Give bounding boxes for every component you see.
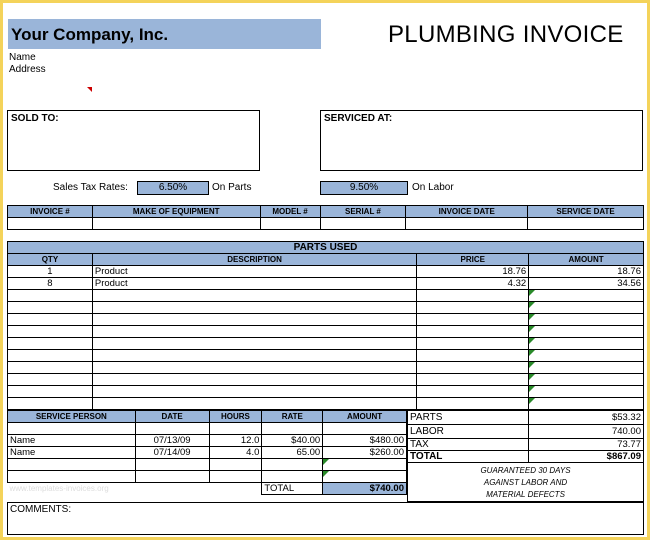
description-cell[interactable]: [92, 386, 416, 398]
on-parts-label: On Parts: [212, 182, 252, 193]
table-row: [8, 435, 407, 447]
qty-cell[interactable]: [8, 338, 93, 350]
summary-tax-value: 73.77: [529, 439, 644, 451]
price-cell[interactable]: [417, 362, 529, 374]
description-cell[interactable]: Product: [92, 278, 416, 290]
parts-used-title: PARTS USED: [8, 242, 644, 254]
summary-total-row: [408, 451, 644, 463]
on-labor-label: On Labor: [412, 182, 454, 193]
table-row: [8, 278, 644, 290]
col-serial-number: SERIAL #: [320, 206, 406, 218]
person-cell[interactable]: Name: [8, 447, 136, 459]
make-of-equipment-cell[interactable]: [92, 218, 260, 230]
serial-number-cell[interactable]: [320, 218, 406, 230]
company-name[interactable]: Your Company, Inc.: [8, 19, 321, 49]
amount-cell[interactable]: 18.76: [529, 266, 644, 278]
summary-labor-row: [408, 425, 644, 439]
amount-cell[interactable]: [529, 338, 644, 350]
address-field[interactable]: Address: [9, 64, 46, 75]
hours-cell[interactable]: [209, 423, 262, 435]
labor-table: [7, 410, 407, 495]
table-row: [8, 326, 644, 338]
qty-cell[interactable]: [8, 350, 93, 362]
rate-cell[interactable]: [262, 423, 323, 435]
description-cell[interactable]: [92, 362, 416, 374]
rate-cell[interactable]: 65.00: [262, 447, 323, 459]
price-cell[interactable]: [417, 302, 529, 314]
table-row: [8, 386, 644, 398]
equipment-info-table: [7, 205, 644, 230]
price-cell[interactable]: 18.76: [417, 266, 529, 278]
guarantee-box: [407, 462, 644, 502]
summary-total-value: $867.09: [529, 451, 644, 463]
date-cell[interactable]: 07/14/09: [135, 447, 209, 459]
qty-cell[interactable]: [8, 386, 93, 398]
labor-total-label: TOTAL: [262, 483, 323, 495]
summary-parts-row: [408, 411, 644, 425]
description-cell[interactable]: [92, 350, 416, 362]
watermark: www.templates-invoices.org: [9, 484, 109, 494]
hours-cell[interactable]: [209, 459, 262, 471]
amount-cell[interactable]: [529, 362, 644, 374]
col-labor-amount: AMOUNT: [323, 411, 407, 423]
labor-amount-cell[interactable]: [323, 423, 407, 435]
table-row: [8, 266, 644, 278]
table-row: [8, 423, 407, 435]
date-cell[interactable]: [135, 471, 209, 483]
invoice-page: [3, 3, 647, 537]
price-cell[interactable]: [417, 290, 529, 302]
invoice-title: PLUMBING INVOICE: [388, 21, 624, 48]
labor-amount-cell[interactable]: [323, 471, 407, 483]
description-cell[interactable]: [92, 290, 416, 302]
col-hours: HOURS: [209, 411, 262, 423]
guarantee-line-1: GUARANTEED 30 DAYS: [480, 466, 571, 475]
labor-tax-rate-field[interactable]: 9.50%: [320, 181, 408, 195]
price-cell[interactable]: [417, 374, 529, 386]
guarantee-line-2: AGAINST LABOR AND: [483, 478, 568, 487]
col-price: PRICE: [417, 254, 529, 266]
qty-cell[interactable]: 1: [8, 266, 93, 278]
rate-cell[interactable]: $40.00: [262, 435, 323, 447]
parts-header-row: [8, 254, 644, 266]
comments-box[interactable]: [7, 502, 644, 535]
person-cell[interactable]: [8, 423, 136, 435]
comments-label: COMMENTS:: [10, 504, 72, 515]
qty-cell[interactable]: [8, 398, 93, 410]
amount-cell[interactable]: [529, 398, 644, 410]
amount-cell[interactable]: [529, 386, 644, 398]
amount-cell[interactable]: [529, 302, 644, 314]
col-date: DATE: [135, 411, 209, 423]
qty-cell[interactable]: [8, 362, 93, 374]
amount-cell[interactable]: [529, 326, 644, 338]
qty-cell[interactable]: [8, 374, 93, 386]
col-service-date: SERVICE DATE: [528, 206, 644, 218]
labor-total-value: $740.00: [323, 483, 407, 495]
labor-header-row: [8, 411, 407, 423]
labor-amount-cell[interactable]: [323, 459, 407, 471]
qty-cell[interactable]: [8, 302, 93, 314]
col-invoice-date: INVOICE DATE: [406, 206, 528, 218]
description-cell[interactable]: [92, 326, 416, 338]
rate-cell[interactable]: [262, 471, 323, 483]
date-cell[interactable]: [135, 459, 209, 471]
model-number-cell[interactable]: [260, 218, 320, 230]
amount-cell[interactable]: 34.56: [529, 278, 644, 290]
sold-to-label: SOLD TO:: [11, 113, 59, 124]
serviced-at-label: SERVICED AT:: [324, 113, 393, 124]
sales-tax-rates-label: Sales Tax Rates:: [53, 182, 128, 193]
summary-labor-label: LABOR: [408, 425, 529, 439]
amount-cell[interactable]: [529, 374, 644, 386]
price-cell[interactable]: [417, 338, 529, 350]
date-cell[interactable]: [135, 423, 209, 435]
price-cell[interactable]: [417, 386, 529, 398]
person-cell[interactable]: [8, 459, 136, 471]
labor-amount-cell[interactable]: $260.00: [323, 447, 407, 459]
amount-cell[interactable]: [529, 350, 644, 362]
price-cell[interactable]: [417, 326, 529, 338]
qty-cell[interactable]: [8, 290, 93, 302]
date-cell[interactable]: 07/13/09: [135, 435, 209, 447]
parts-title-row: [8, 242, 644, 254]
person-cell[interactable]: [8, 471, 136, 483]
col-invoice-number: INVOICE #: [8, 206, 93, 218]
description-cell[interactable]: [92, 398, 416, 410]
equipment-header-row: [8, 206, 644, 218]
summary-table: [407, 410, 644, 463]
table-row: [8, 374, 644, 386]
hours-cell[interactable]: 12.0: [209, 435, 262, 447]
price-cell[interactable]: [417, 398, 529, 410]
col-rate: RATE: [262, 411, 323, 423]
qty-cell[interactable]: [8, 326, 93, 338]
table-row: [8, 398, 644, 410]
price-cell[interactable]: 4.32: [417, 278, 529, 290]
col-model-number: MODEL #: [260, 206, 320, 218]
summary-parts-label: PARTS: [408, 411, 529, 425]
description-cell[interactable]: [92, 302, 416, 314]
summary-parts-value: $53.32: [529, 411, 644, 425]
description-cell[interactable]: Product: [92, 266, 416, 278]
serviced-at-box[interactable]: [320, 110, 643, 171]
qty-cell[interactable]: 8: [8, 278, 93, 290]
labor-amount-cell[interactable]: $480.00: [323, 435, 407, 447]
amount-cell[interactable]: [529, 290, 644, 302]
parts-used-table: [7, 241, 644, 410]
parts-tax-rate-field[interactable]: 6.50%: [137, 181, 209, 195]
table-row: [8, 459, 407, 471]
hours-cell[interactable]: [209, 471, 262, 483]
description-cell[interactable]: [92, 338, 416, 350]
col-make-of-equipment: MAKE OF EQUIPMENT: [92, 206, 260, 218]
equipment-input-row: [8, 218, 644, 230]
summary-tax-label: TAX: [408, 439, 529, 451]
description-cell[interactable]: [92, 374, 416, 386]
comment-marker-icon: [87, 87, 92, 92]
labor-total-row: [8, 483, 407, 495]
person-cell[interactable]: Name: [8, 435, 136, 447]
invoice-number-cell[interactable]: [8, 218, 93, 230]
service-date-cell[interactable]: [528, 218, 644, 230]
amount-cell[interactable]: [529, 314, 644, 326]
table-row: [8, 350, 644, 362]
col-amount: AMOUNT: [529, 254, 644, 266]
description-cell[interactable]: [92, 314, 416, 326]
summary-labor-value: 740.00: [529, 425, 644, 439]
rate-cell[interactable]: [262, 459, 323, 471]
table-row: [8, 447, 407, 459]
table-row: [8, 290, 644, 302]
table-row: [8, 338, 644, 350]
name-field[interactable]: Name: [9, 52, 36, 63]
table-row: [8, 471, 407, 483]
summary-tax-row: [408, 439, 644, 451]
table-row: [8, 302, 644, 314]
sold-to-box[interactable]: [7, 110, 260, 171]
hours-cell[interactable]: 4.0: [209, 447, 262, 459]
summary-total-label: TOTAL: [408, 451, 529, 463]
col-qty: QTY: [8, 254, 93, 266]
col-description: DESCRIPTION: [92, 254, 416, 266]
qty-cell[interactable]: [8, 314, 93, 326]
col-service-person: SERVICE PERSON: [8, 411, 136, 423]
price-cell[interactable]: [417, 314, 529, 326]
price-cell[interactable]: [417, 350, 529, 362]
table-row: [8, 362, 644, 374]
guarantee-line-3: MATERIAL DEFECTS: [486, 490, 565, 499]
watermark-cell: [8, 483, 262, 495]
table-row: [8, 314, 644, 326]
invoice-date-cell[interactable]: [406, 218, 528, 230]
